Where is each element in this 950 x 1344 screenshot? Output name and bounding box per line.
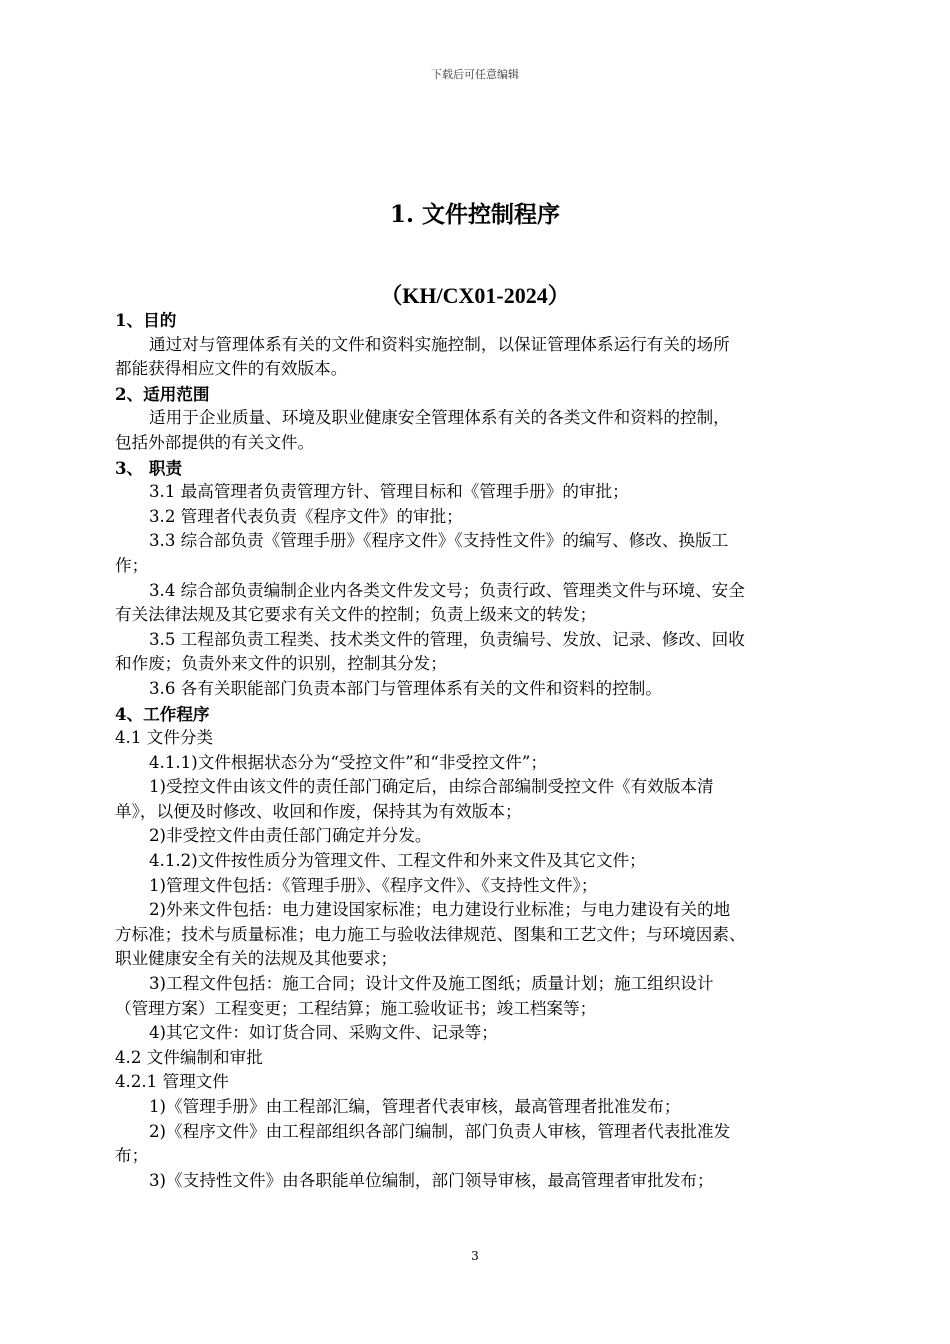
body-line: 3.5 工程部负责工程类、技术类文件的管理，负责编号、发放、记录、修改、回收 <box>149 629 745 649</box>
body-line: 2)非受控文件由责任部门确定并分发。 <box>149 826 432 846</box>
section-heading: 1、目的 <box>115 310 177 330</box>
body-line: 有关法律法规及其它要求有关文件的控制；负责上级来文的转发； <box>115 605 597 625</box>
body-line: 3)《支持性文件》由各职能单位编制，部门领导审核，最高管理者审批发布； <box>149 1170 714 1190</box>
body-line: 4)其它文件：如订货合同、采购文件、记录等； <box>149 1023 498 1043</box>
section-heading: 2、适用范围 <box>115 383 210 404</box>
document-body <box>115 308 835 1193</box>
header-note: 下载后可任意编辑 <box>431 68 519 81</box>
body-line: 4.2 文件编制和审批 <box>115 1047 263 1067</box>
body-line: 单》，以便及时修改、收回和作废，保持其为有效版本； <box>115 801 522 821</box>
section-heading: 3、 职责 <box>115 457 183 478</box>
body-line: 通过对与管理体系有关的文件和资料实施控制，以保证管理体系运行有关的场所 <box>149 334 730 354</box>
body-line: 3.2 管理者代表负责《程序文件》的审批； <box>149 506 463 526</box>
body-line: 布； <box>115 1146 149 1166</box>
body-line: 2)《程序文件》由工程部组织各部门编制，部门负责人审核，管理者代表批准发 <box>149 1121 731 1141</box>
body-line: 都能获得相应文件的有效版本。 <box>115 359 348 379</box>
body-line: 1)受控文件由该文件的责任部门确定后，由综合部编制受控文件《有效版本清 <box>149 777 714 797</box>
body-line: 职业健康安全有关的法规及其他要求； <box>115 949 398 969</box>
body-line: 3)工程文件包括：施工合同；设计文件及施工图纸；质量计划；施工组织设计 <box>149 974 714 994</box>
body-line: 4.1.2)文件按性质分为管理文件、工程文件和外来文件及其它文件； <box>149 851 646 871</box>
body-line: 1)《管理手册》由工程部汇编，管理者代表审核，最高管理者批准发布； <box>149 1097 681 1116</box>
document-title: 1. 文件控制程序 <box>389 201 561 228</box>
body-line: 1)管理文件包括：《管理手册》、《程序文件》、《支持性文件》； <box>149 875 598 895</box>
body-line: 2)外来文件包括：电力建设国家标准；电力建设行业标准；与电力建设有关的地 <box>149 900 731 920</box>
body-line: 适用于企业质量、环境及职业健康安全管理体系有关的各类文件和资料的控制， <box>149 408 730 428</box>
body-line: 3.3 综合部负责《管理手册》《程序文件》《支持性文件》的编写、修改、换版工 <box>149 531 729 551</box>
document-code: （KH/CX01-2024） <box>380 283 570 308</box>
page-number: 3 <box>471 1249 479 1263</box>
body-line: 4.1 文件分类 <box>115 728 214 748</box>
body-line: 包括外部提供的有关文件。 <box>115 432 315 452</box>
body-line: 作； <box>115 555 149 575</box>
body-line: 3.4 综合部负责编制企业内各类文件发文号；负责行政、管理类文件与环境、安全 <box>149 580 745 600</box>
body-line: 方标准；技术与质量标准；电力施工与验收法律规范、图集和工艺文件；与环境因素、 <box>115 924 746 944</box>
body-line: 和作废；负责外来文件的识别，控制其分发； <box>115 654 447 674</box>
body-line: （管理方案）工程变更；工程结算；施工验收证书；竣工档案等； <box>115 998 597 1018</box>
body-line: 3.1 最高管理者负责管理方针、管理目标和《管理手册》的审批； <box>149 482 629 502</box>
body-line: 3.6 各有关职能部门负责本部门与管理体系有关的文件和资料的控制。 <box>149 678 662 698</box>
section-heading: 4、工作程序 <box>115 703 210 724</box>
body-line: 4.2.1 管理文件 <box>115 1072 229 1092</box>
body-line: 4.1.1)文件根据状态分为“受控文件”和“非受控文件”； <box>149 752 547 772</box>
